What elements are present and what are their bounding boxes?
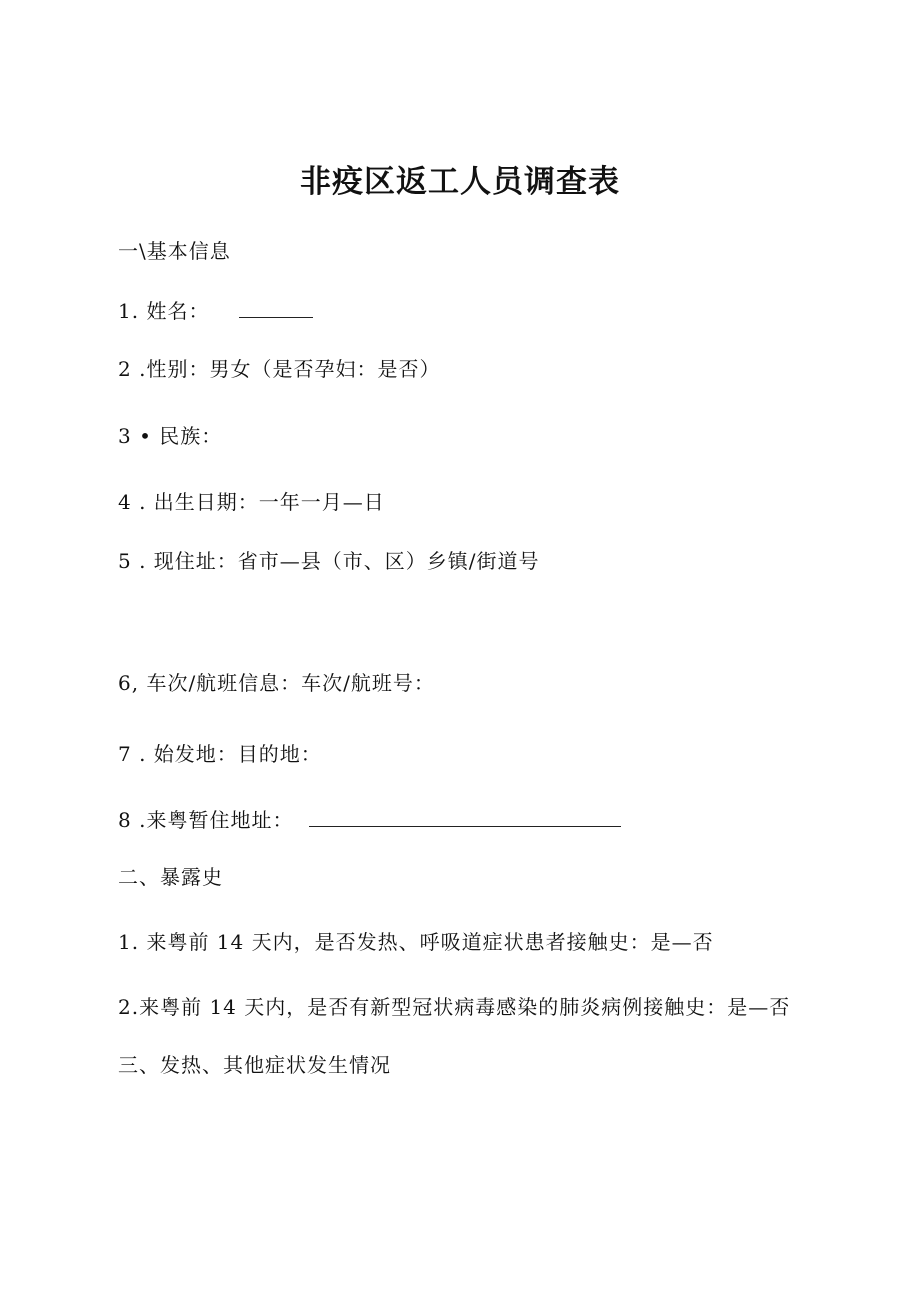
- field-temp-address-row: [118, 806, 621, 834]
- section-symptoms: 三、发热、其他症状发生情况: [118, 1053, 391, 1077]
- field-temp-address-label: 8 .来粤暂住地址：: [118, 808, 294, 832]
- field-ethnicity: 3 • 民族：: [118, 424, 223, 448]
- section-exposure: 二、暴露史: [118, 865, 223, 889]
- field-gender: 2 .性别：男女（是否孕妇：是否）: [118, 357, 441, 381]
- exposure-question-2: 2.来粤前 14 天内，是否有新型冠状病毒感染的肺炎病例接触史：是—否: [118, 995, 791, 1019]
- exposure-question-1: 1. 来粤前 14 天内，是否发热、呼吸道症状患者接触史：是—否: [118, 930, 714, 954]
- temp-address-blank-line[interactable]: [309, 806, 621, 827]
- field-birthdate: 4 . 出生日期：一年一月—日: [118, 490, 385, 514]
- field-transport: 6, 车次/航班信息：车次/航班号：: [118, 671, 435, 695]
- field-origin-destination: 7 . 始发地：目的地：: [118, 742, 322, 766]
- field-name-row: [118, 297, 313, 325]
- field-address: 5 . 现住址：省市—县（市、区）乡镇/街道号: [118, 549, 540, 573]
- document-title: 非疫区返工人员调查表: [300, 164, 620, 200]
- name-blank-line[interactable]: [239, 297, 313, 318]
- section-basic-info: 一\基本信息: [118, 239, 231, 263]
- field-name-label: 1. 姓名：: [118, 299, 210, 323]
